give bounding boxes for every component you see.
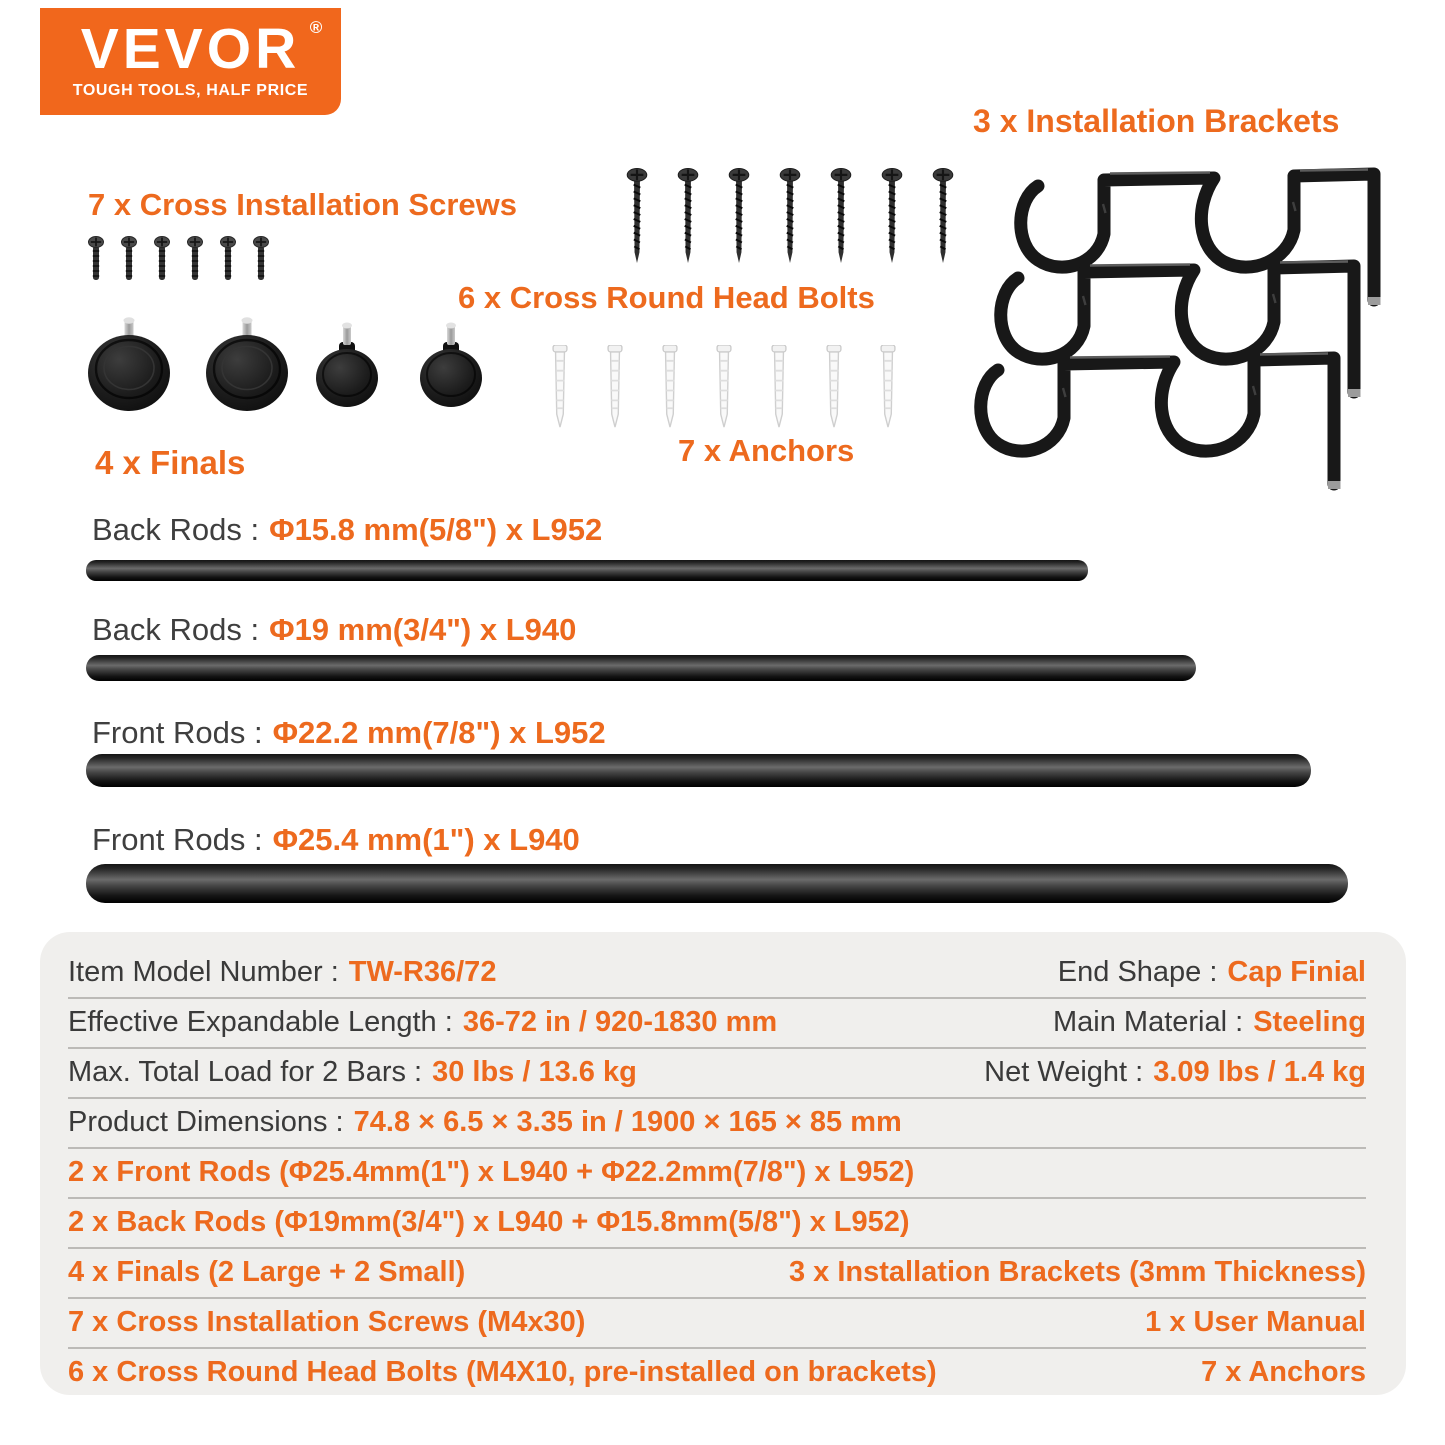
spec-left-text: 6 x Cross Round Head Bolts (M4X10, pre-installed on brackets) — [68, 1356, 937, 1388]
rod-name: Back Rods : — [92, 612, 260, 647]
spec-value: Steeling — [1253, 1006, 1366, 1038]
rod-spec: Φ19 mm(3/4") x L940 — [269, 612, 577, 647]
spec-row-dimensions — [68, 1099, 1366, 1149]
spec-left-text: 4 x Finals (2 Large + 2 Small) — [68, 1256, 466, 1288]
spec-table — [40, 932, 1406, 1395]
spec-value: TW-R36/72 — [348, 956, 497, 988]
spec-label: Max. Total Load for 2 Bars : — [68, 1056, 423, 1088]
rod-name: Front Rods : — [92, 822, 263, 857]
rod-spec: Φ15.8 mm(5/8") x L952 — [269, 512, 603, 547]
spec-row-finals-brackets — [68, 1249, 1366, 1299]
spec-right-text: 3 x Installation Brackets (3mm Thickness) — [789, 1256, 1366, 1288]
spec-row-back-rods — [68, 1199, 1366, 1249]
bolts-graphic — [89, 237, 269, 281]
screws-graphic — [627, 168, 953, 263]
spec-row-load — [68, 1049, 1366, 1099]
registered-trademark-icon: ® — [309, 18, 323, 37]
spec-value: Cap Finial — [1227, 956, 1366, 988]
spec-label: End Shape : — [1057, 956, 1218, 988]
spec-value: 74.8 × 6.5 × 3.35 in / 1900 × 165 × 85 mm — [353, 1106, 902, 1138]
rod-spec: Φ25.4 mm(1") x L940 — [272, 822, 580, 857]
spec-label: Net Weight : — [984, 1056, 1144, 1088]
rod-spec: Φ22.2 mm(7/8") x L952 — [272, 715, 606, 750]
spec-row-model — [68, 949, 1366, 999]
spec-left-text: 7 x Cross Installation Screws (M4x30) — [68, 1306, 586, 1338]
anchors-label: 7 x Anchors — [678, 433, 855, 468]
spec-label: Item Model Number : — [68, 956, 339, 988]
spec-right-text: 7 x Anchors — [1201, 1356, 1366, 1388]
brackets-graphic — [981, 170, 1381, 490]
logo-text: VEVOR — [80, 17, 301, 81]
brackets-label: 3 x Installation Brackets — [973, 103, 1340, 139]
spec-full-text: 2 x Front Rods (Φ25.4mm(1") x L940 + Φ22.2mm(7/8") x L952) — [68, 1156, 915, 1188]
finials-label: 4 x Finals — [95, 444, 246, 481]
spec-row-front-rods — [68, 1149, 1366, 1199]
spec-row-screws-manual — [68, 1299, 1366, 1349]
spec-value: 30 lbs / 13.6 kg — [432, 1056, 637, 1088]
rod-label-2 — [92, 612, 576, 648]
spec-label: Product Dimensions : — [68, 1106, 344, 1138]
bolts-label: 6 x Cross Round Head Bolts — [458, 280, 875, 315]
spec-right-text: 1 x User Manual — [1145, 1306, 1366, 1338]
screws-label: 7 x Cross Installation Screws — [88, 187, 518, 222]
finials-graphic — [88, 317, 482, 411]
anchors-graphic — [553, 345, 895, 427]
rod-name: Back Rods : — [92, 512, 260, 547]
spec-label: Main Material : — [1053, 1006, 1244, 1038]
spec-row-length — [68, 999, 1366, 1049]
rod-label-4 — [92, 822, 580, 858]
logo-tagline: TOUGH TOOLS, HALF PRICE — [72, 82, 309, 99]
spec-value: 3.09 lbs / 1.4 kg — [1153, 1056, 1366, 1088]
rod-name: Front Rods : — [92, 715, 263, 750]
spec-row-bolts-anchors — [68, 1349, 1366, 1397]
rod-label-1 — [92, 512, 602, 548]
spec-label: Effective Expandable Length : — [68, 1006, 453, 1038]
spec-value: 36-72 in / 920-1830 mm — [462, 1006, 778, 1038]
spec-full-text: 2 x Back Rods (Φ19mm(3/4") x L940 + Φ15.8mm(5/8") x L952) — [68, 1206, 910, 1238]
rod-label-3 — [92, 715, 606, 751]
